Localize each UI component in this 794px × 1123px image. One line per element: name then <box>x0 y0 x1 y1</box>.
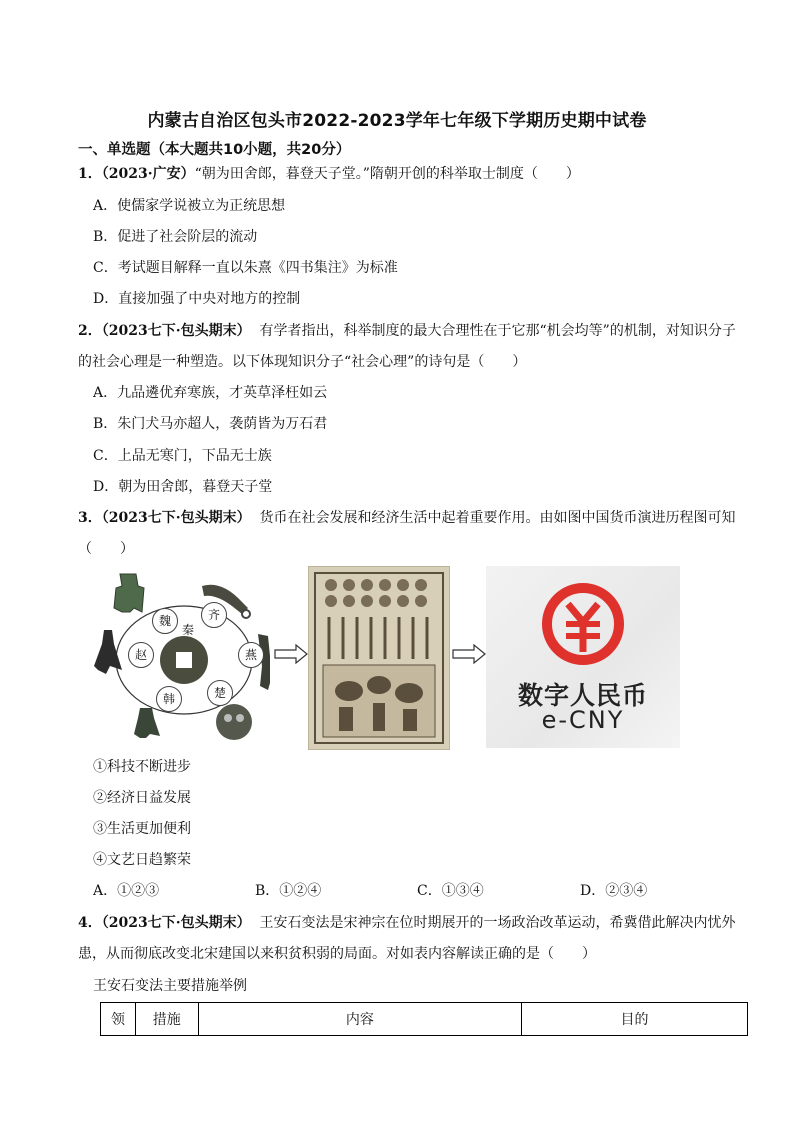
statement-2: ②经济日益发展 <box>93 790 191 806</box>
state-label-qi: 齐 <box>201 602 227 628</box>
option-c: C．上品无寒门，下品无士族 <box>93 448 272 464</box>
question-4-stem <box>78 914 736 932</box>
table-header-row <box>101 1003 748 1036</box>
option-c: C．①③④ <box>417 883 484 899</box>
option-b: B．促进了社会阶层的流动 <box>93 229 258 245</box>
table-header-cell: 内容 <box>198 1003 521 1036</box>
statement-1: ①科技不断进步 <box>93 759 191 775</box>
state-label-han: 韩 <box>156 686 182 712</box>
question-4-stem-cont: 患，从而彻底改变北宋建国以来积贫积弱的局面。对如表内容解读正确的是（ ） <box>78 946 596 962</box>
state-label-yan: 燕 <box>238 642 264 668</box>
question-text: 有学者指出，科举制度的最大合理性在于它那“机会均等”的机制，对知识分子 <box>259 323 736 339</box>
jiaozi-paper-money <box>308 566 450 750</box>
question-2-stem-cont: 的社会心理是一种塑造。以下体现知识分子“社会心理”的诗句是（ ） <box>78 354 527 370</box>
currency-evolution-figure <box>92 566 682 748</box>
question-2-stem <box>78 322 736 340</box>
ecny-chinese-label: 数字人民币 <box>517 681 648 710</box>
option-b: B．朱门犬马亦超人，袭荫皆为万石君 <box>93 416 328 432</box>
question-number: 4． <box>78 915 102 931</box>
question-3-stem-cont: （ ） <box>78 541 134 557</box>
question-source: （2023七下·包头期末） <box>101 915 251 931</box>
question-source: （2023七下·包头期末） <box>101 510 251 526</box>
option-d: D．直接加强了中央对地方的控制 <box>93 291 301 307</box>
question-number: 2． <box>78 323 102 339</box>
state-label-zhao: 赵 <box>128 642 154 668</box>
option-c: C．考试题目解释一直以朱熹《四书集注》为标准 <box>93 260 398 276</box>
option-a: A．①②③ <box>93 883 160 899</box>
question-source: （2023·广安） <box>101 166 195 182</box>
reform-measures-table <box>100 1002 748 1036</box>
arrow-right-icon <box>452 644 486 664</box>
question-text: 王安石变法是宋神宗在位时期展开的一场政治改革运动，希冀借此解决内忧外 <box>259 915 736 931</box>
table-header-cell: 领 <box>101 1003 136 1036</box>
table-header-cell: 措施 <box>135 1003 198 1036</box>
table-header-cell: 目的 <box>522 1003 748 1036</box>
yuan-logo-icon <box>486 566 680 676</box>
arrow-right-icon <box>274 644 308 664</box>
option-a: A．使儒家学说被立为正统思想 <box>93 198 286 214</box>
option-d: D．②③④ <box>580 883 648 899</box>
section-heading: 一、单选题（本大题共10小题，共20分） <box>78 142 351 158</box>
option-d: D．朝为田舍郎，暮登天子堂 <box>93 479 273 495</box>
question-source: （2023七下·包头期末） <box>101 323 251 339</box>
ecny-english-label: e-CNY <box>541 706 625 734</box>
question-3-stem <box>78 509 736 527</box>
paper-money-illustration <box>309 567 449 749</box>
question-text: 货币在社会发展和经济生活中起着重要作用。由如图中国货币演进历程图可知 <box>259 510 736 526</box>
digital-rmb-panel <box>486 566 680 748</box>
statement-3: ③生活更加便利 <box>93 821 191 837</box>
table-caption: 王安石变法主要措施举例 <box>93 978 247 994</box>
question-1-stem <box>78 165 580 183</box>
question-text: “朝为田舍郎，暮登天子堂。”隋朝开创的科举取士制度（ ） <box>194 166 580 182</box>
question-number: 3． <box>78 510 102 526</box>
option-b: B．①②④ <box>255 883 322 899</box>
question-number: 1． <box>78 166 102 182</box>
page-title: 内蒙古自治区包头市2022-2023学年七年级下学期历史期中试卷 <box>147 111 647 131</box>
option-a: A．九品遴优弃寒族，才英草泽枉如云 <box>93 385 328 401</box>
state-label-wei: 魏 <box>152 608 178 634</box>
state-label-chu: 楚 <box>207 680 233 706</box>
statement-4: ④文艺日趋繁荣 <box>93 852 191 868</box>
state-label-qin: 秦 <box>181 623 194 637</box>
warring-states-coins <box>92 566 270 748</box>
